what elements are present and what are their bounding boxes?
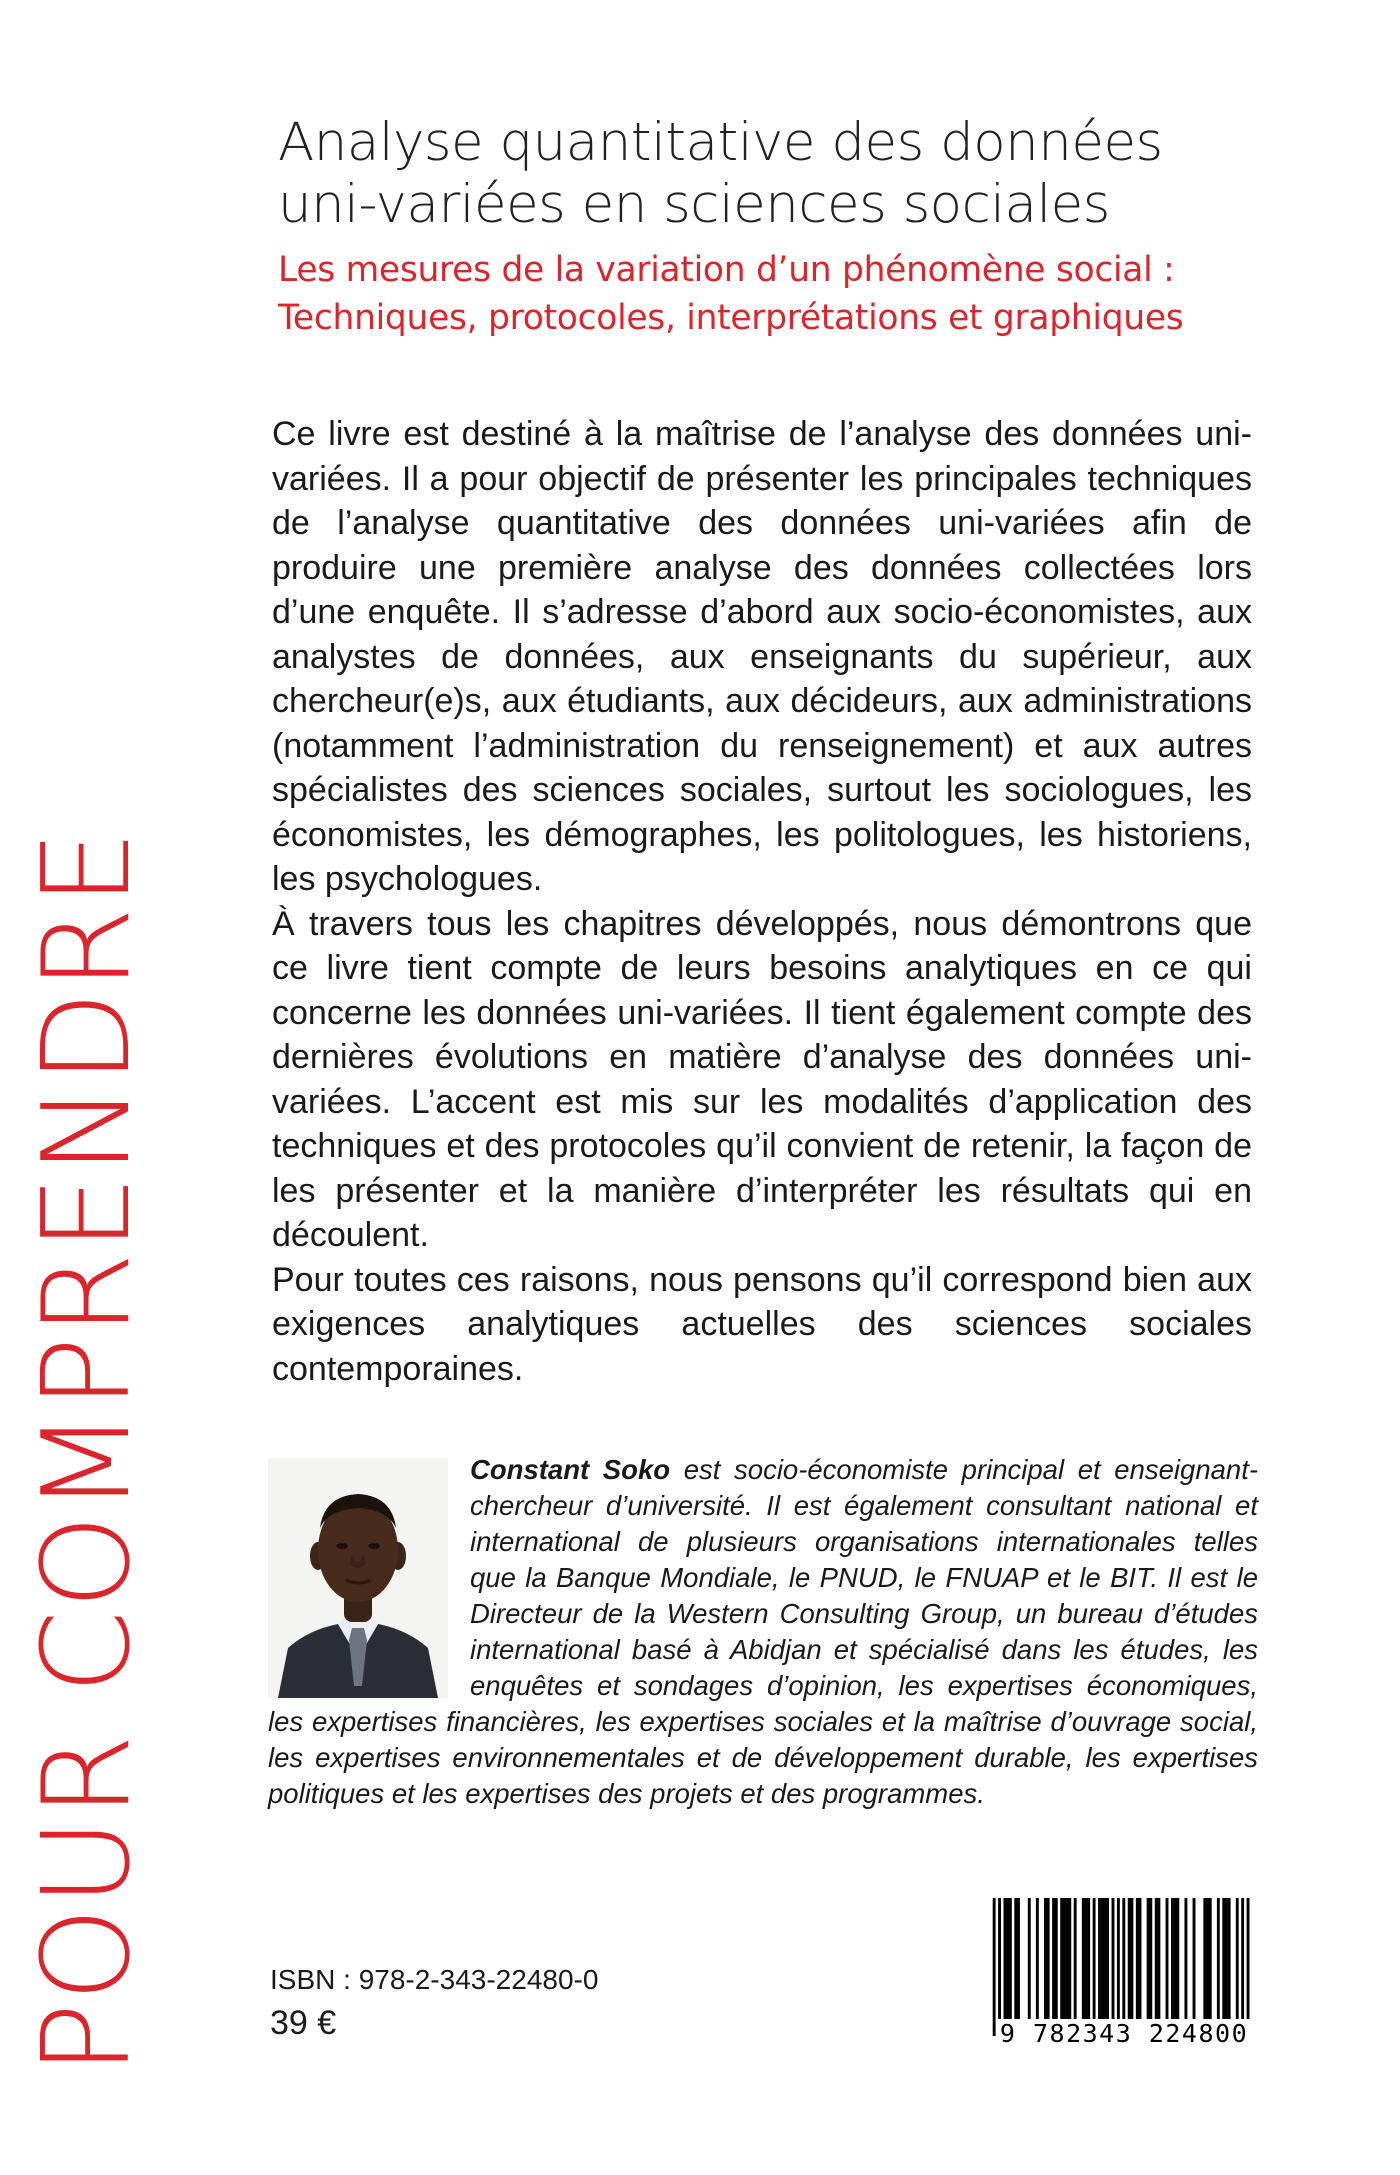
isbn: ISBN : 978-2-343-22480-0 bbox=[270, 1964, 599, 1995]
author-photo bbox=[268, 1458, 448, 1698]
subtitle-line-1: Les mesures de la variation d’un phénomène social : bbox=[278, 250, 1175, 290]
barcode-bar bbox=[1241, 1898, 1244, 2036]
author-portrait-image bbox=[268, 1458, 448, 1698]
barcode-bar bbox=[1176, 1898, 1179, 2020]
barcode-bar bbox=[1068, 1898, 1071, 2020]
barcode-bar bbox=[1117, 1898, 1120, 2036]
summary-paragraph-3: Pour toutes ces raisons, nous pensons qu’il correspond bien aux exigences analytiques actuelles des sciences sociales contemporaines. bbox=[272, 1260, 1252, 1388]
barcode-bar bbox=[1093, 1898, 1096, 2020]
barcode-bar bbox=[1206, 1898, 1209, 2020]
barcode-bar bbox=[1044, 1898, 1047, 2020]
series-label: POUR COMPRENDRE bbox=[18, 829, 157, 2075]
barcode-bar bbox=[1060, 1898, 1063, 2020]
barcode-bar bbox=[1017, 1898, 1020, 2020]
barcode-bar bbox=[1228, 1898, 1231, 2020]
barcode-bar bbox=[1085, 1898, 1088, 2020]
barcode-bar bbox=[1128, 1898, 1131, 2020]
barcode-bar bbox=[1066, 1898, 1069, 2020]
barcode-bar bbox=[1149, 1898, 1152, 2020]
barcode-bar bbox=[1122, 1898, 1125, 2036]
barcode-bar bbox=[1047, 1898, 1050, 2020]
barcode-bar bbox=[1112, 1898, 1115, 2020]
barcode-bar bbox=[1028, 1898, 1031, 2020]
barcode-bar bbox=[1130, 1898, 1133, 2020]
barcode-bar bbox=[1052, 1898, 1055, 2020]
title-line-2: uni-variées en sciences sociales bbox=[278, 174, 1110, 235]
barcode-bar bbox=[1103, 1898, 1106, 2020]
price: 39 € bbox=[270, 2004, 337, 2042]
barcode-bar bbox=[1055, 1898, 1058, 2020]
summary-paragraph-1: Ce livre est destiné à la maîtrise de l’analyse des données uni-variées. Il a pour objectif de présenter les principales techniques de l’analyse quantitative des données uni-variées afin de produire une première analyse des données collectées lors d’une enquête. Il s’adresse d’abord aux socio-économistes, aux analystes de données, aux enseignants du supérieur, aux chercheur(e)s, aux étudiants, aux décideurs, aux administrations (notamment l’administration du renseignement) et aux autres spécialistes des sciences sociales, surtout les sociologues, les économistes, les démographes, les politologues, les historiens, les psychologues. bbox=[272, 415, 1252, 898]
author-block bbox=[268, 1452, 1258, 1812]
barcode-bar bbox=[1098, 1898, 1101, 2020]
barcode-bar bbox=[1036, 1898, 1039, 2020]
summary-paragraph-2: À travers tous les chapitres développés, nous démontrons que ce livre tient compte de leurs besoins analytiques en ce qui concerne les données uni-variées. Il tient également compte des dernières évolutions en matière d’analyse des données uni-variées. L’accent est mis sur les modalités d’application des techniques et des protocoles qu’il convient de retenir, la façon de les présenter et la manière d’interpréter les résultats qui en découlent. bbox=[272, 904, 1252, 1254]
barcode-bar bbox=[1225, 1898, 1228, 2020]
barcode-bar bbox=[1004, 1898, 1007, 2020]
title-line-1: Analyse quantitative des données bbox=[278, 112, 1163, 173]
barcode-bar bbox=[1247, 1898, 1250, 2036]
barcode-bar bbox=[1014, 1898, 1017, 2020]
barcode-bar bbox=[1106, 1898, 1109, 2020]
barcode-bar bbox=[1184, 1898, 1187, 2020]
subtitle-line-2: Techniques, protocoles, interprétations et graphiques bbox=[278, 298, 1184, 338]
barcode-bar bbox=[1222, 1898, 1225, 2020]
barcode-bar bbox=[1063, 1898, 1066, 2020]
barcode-bar bbox=[1074, 1898, 1077, 2020]
barcode-bar bbox=[1193, 1898, 1196, 2020]
barcode-digits: 9 782343 224800 bbox=[996, 2019, 1252, 2049]
barcode-bar bbox=[1082, 1898, 1085, 2020]
author-name: Constant Soko bbox=[470, 1454, 671, 1485]
barcode-bar bbox=[1101, 1898, 1104, 2020]
barcode-bar bbox=[1006, 1898, 1009, 2020]
author-bio-text: est socio-économiste principal et enseignant-chercheur d’université. Il est également consultant national et international de plusieurs organisations internationales telles que la Banque Mondiale, le PNUD, le FNUAP et le BIT. Il est le Directeur de la Western Consulting Group, un bureau d’études international basé à Abidjan et spécialisé dans les études, les enquêtes et sondages d’opinion, les expertises économiques, les expertises financières, les expertises sociales et la maîtrise d’ouvrage social, les expertises environnementales et de développement durable, les expertises politiques et les expertises des projets et des programmes. bbox=[268, 1454, 1259, 1809]
barcode-bar bbox=[993, 1898, 996, 2036]
barcode-bar bbox=[1203, 1898, 1206, 2020]
book-title bbox=[278, 112, 1278, 236]
barcode-bar bbox=[1147, 1898, 1150, 2020]
barcode-bar bbox=[1157, 1898, 1160, 2020]
summary-text bbox=[272, 412, 1252, 1391]
barcode-bar bbox=[1174, 1898, 1177, 2020]
barcode-bar bbox=[1087, 1898, 1090, 2020]
barcode-bar bbox=[1217, 1898, 1220, 2020]
book-subtitle bbox=[278, 246, 1278, 342]
barcode-bar bbox=[1166, 1898, 1169, 2020]
barcode-bar bbox=[1139, 1898, 1142, 2020]
barcode-bar bbox=[1236, 1898, 1239, 2020]
barcode-bar bbox=[1009, 1898, 1012, 2020]
barcode-bar bbox=[1136, 1898, 1139, 2020]
barcode-bar bbox=[1155, 1898, 1158, 2020]
barcode-bar bbox=[998, 1898, 1001, 2036]
barcode-bar bbox=[1209, 1898, 1212, 2020]
barcode-bar bbox=[1171, 1898, 1174, 2020]
